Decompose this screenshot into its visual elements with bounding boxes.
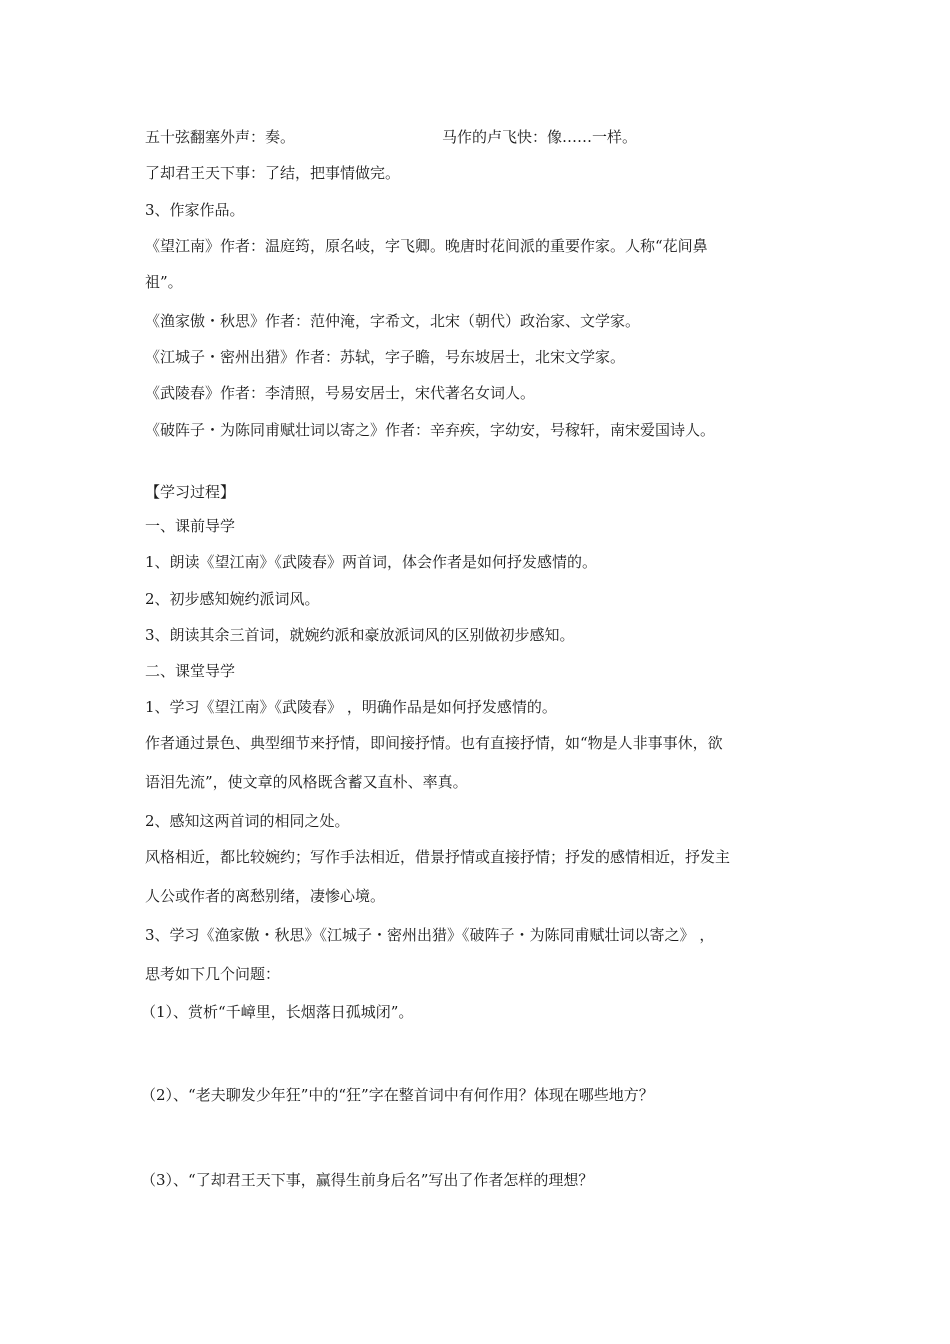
author-jiangchengzi: 《江城子・密州出猎》作者：苏轼，字子瞻，号东坡居士，北宋文学家。 bbox=[145, 348, 626, 366]
note-mazuo: 马作的卢飞快：像……一样。 bbox=[442, 128, 638, 146]
in-class-item-2-answer-line2: 人公或作者的离愁别绪，凄惨心境。 bbox=[145, 887, 386, 905]
in-class-item-3-line1: 3、学习《渔家傲・秋思》《江城子・密州出猎》《破阵子・为陈同甫赋壮词以寄之》 ， bbox=[145, 926, 715, 944]
in-class-item-2: 2、感知这两首词的相同之处。 bbox=[145, 812, 350, 830]
pre-class-title: 一、课前导学 bbox=[145, 517, 236, 535]
note-wushixian: 五十弦翻塞外声：奏。 bbox=[145, 128, 296, 146]
author-wangjiangnan-line2: 祖”。 bbox=[145, 273, 183, 291]
section-heading-process: 【学习过程】 bbox=[145, 483, 236, 501]
author-wangjiangnan-line1: 《望江南》作者：温庭筠，原名岐，字飞卿。晚唐时花间派的重要作家。人称“花间鼻 bbox=[145, 237, 708, 255]
in-class-item-3-line2: 思考如下几个问题： bbox=[145, 965, 281, 983]
in-class-item-2-answer-line1: 风格相近，都比较婉约；写作手法相近，借景抒情或直接抒情；抒发的感情相近，抒发主 bbox=[145, 848, 731, 866]
question-2: （2）、“老夫聊发少年狂”中的“狂”字在整首词中有何作用？体现在哪些地方？ bbox=[141, 1086, 654, 1104]
pre-class-item-3: 3、朗读其余三首词，就婉约派和豪放派词风的区别做初步感知。 bbox=[145, 626, 575, 644]
in-class-item-1-answer-line2: 语泪先流”，使文章的风格既含蓄又直朴、率真。 bbox=[145, 773, 468, 791]
pre-class-item-1: 1、朗读《望江南》《武陵春》两首词，体会作者是如何抒发感情的。 bbox=[145, 553, 598, 571]
in-class-item-1-answer-line1: 作者通过景色、典型细节来抒情，即间接抒情。也有直接抒情，如“物是人非事事休，欲 bbox=[145, 734, 723, 752]
in-class-title: 二、课堂导学 bbox=[145, 662, 236, 680]
pre-class-item-2: 2、初步感知婉约派词风。 bbox=[145, 590, 320, 608]
authors-heading: 3、作家作品。 bbox=[145, 201, 245, 219]
author-wulingchun: 《武陵春》作者：李清照，号易安居士，宋代著名女词人。 bbox=[145, 384, 536, 402]
question-3: （3）、“了却君王天下事，赢得生前身后名”写出了作者怎样的理想？ bbox=[141, 1171, 594, 1189]
in-class-item-1: 1、学习《望江南》《武陵春》 ，明确作品是如何抒发感情的。 bbox=[145, 698, 557, 716]
author-pozhenzi: 《破阵子・为陈同甫赋壮词以寄之》作者：辛弃疾，字幼安，号稼轩，南宋爱国诗人。 bbox=[145, 421, 716, 439]
question-1: （1）、赏析“千嶂里，长烟落日孤城闭”。 bbox=[141, 1003, 414, 1021]
author-yujiaao: 《渔家傲・秋思》作者：范仲淹，字希文，北宋（朝代）政治家、文学家。 bbox=[145, 312, 641, 330]
note-liaoque: 了却君王天下事：了结，把事情做完。 bbox=[145, 164, 401, 182]
